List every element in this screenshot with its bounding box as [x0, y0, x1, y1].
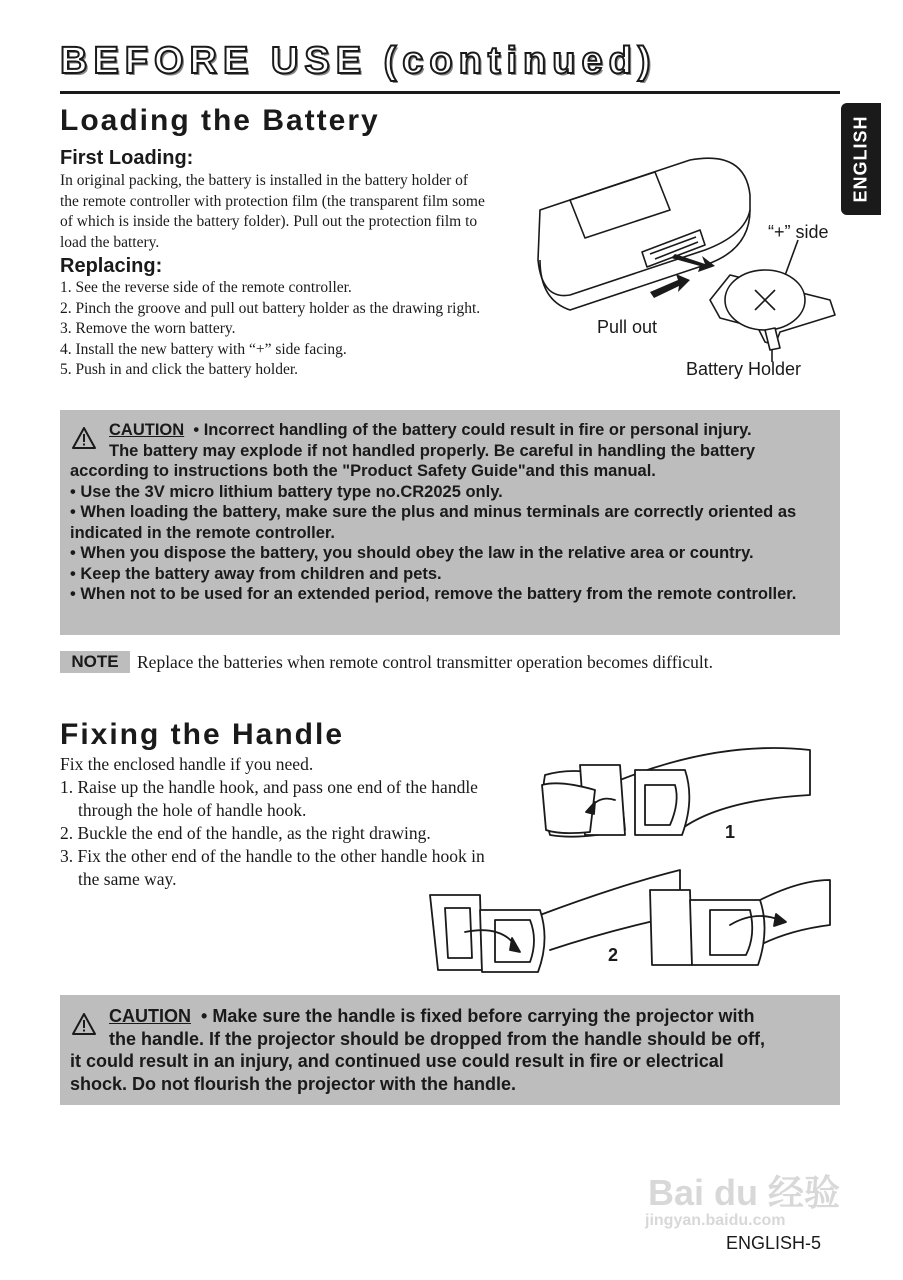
caution-line: • When you dispose the battery, you should obey the law in the relative area or country. — [70, 544, 754, 562]
list-item: 2. Pinch the groove and pull out battery holder as the drawing right. — [60, 299, 481, 317]
battery-holder-label: Battery Holder — [686, 359, 802, 379]
caution-line: it could result in an injury, and continued use could result in fire or electrical — [70, 1051, 724, 1071]
handle-illustration — [420, 740, 840, 980]
language-tab — [841, 103, 881, 215]
page-number: ENGLISH-5 — [726, 1233, 822, 1253]
caution-line: • Use the 3V micro lithium battery type no.CR2025 only. — [70, 482, 503, 501]
list-item: 3. Fix the other end of the handle to the other handle hook in the same way. — [60, 846, 485, 889]
list-item: 2. Buckle the end of the handle, as the right drawing. — [60, 823, 431, 843]
note-badge: NOTE — [60, 651, 130, 673]
caution-line: according to instructions both the "Product Safety Guide"and this manual. — [70, 462, 656, 480]
watermark-url: jingyan.baidu.com — [645, 1212, 786, 1229]
replacing-heading: Replacing: — [60, 255, 163, 277]
caution-first-line — [70, 1005, 840, 1028]
caution-label: CAUTION — [109, 421, 185, 439]
battery-section-heading: Loading the Battery — [60, 104, 380, 137]
battery-caution-box — [60, 410, 840, 635]
note-text: Replace the batteries when remote control transmitter operation becomes difficult. — [137, 652, 713, 672]
watermark-logo: Bai du 经验 — [648, 1172, 841, 1213]
figure-label-1: 1 — [725, 822, 736, 842]
text-line: the remote controller with protection film (the transparent film some — [60, 192, 485, 210]
caution-line: indicated in the remote controller. — [70, 523, 335, 542]
title-divider — [60, 91, 840, 94]
caution-line: The battery may explode if not handled properly. Be careful in handling the battery — [109, 441, 756, 460]
battery-illustration — [530, 150, 840, 385]
pull-out-label: Pull out — [597, 317, 658, 337]
warning-icon — [71, 1012, 97, 1036]
list-item: 4. Install the new battery with “+” side facing. — [60, 340, 347, 358]
list-item: 1. See the reverse side of the remote controller. — [60, 279, 352, 296]
warning-icon — [71, 426, 97, 450]
language-tab-label: ENGLISH — [850, 115, 871, 203]
list-item: 1. Raise up the handle hook, and pass one end of the handle through the hole of handle hook. — [60, 777, 478, 820]
first-loading-heading: First Loading: — [60, 147, 194, 169]
caution-first-line — [70, 420, 840, 441]
caution-text: • Incorrect handling of the battery could result in fire or personal injury. — [193, 421, 752, 439]
caution-text: • Make sure the handle is fixed before carrying the projector with — [201, 1006, 755, 1026]
list-item: 5. Push in and click the battery holder. — [60, 361, 299, 378]
caution-line: • When not to be used for an extended period, remove the battery from the remote controller. — [70, 585, 797, 603]
first-loading-text — [60, 171, 485, 253]
caution-line: shock. Do not flourish the projector with the handle. — [70, 1073, 517, 1094]
replacing-steps — [60, 278, 480, 381]
plus-side-label: “+” side — [768, 222, 829, 242]
caution-line: • Keep the battery away from children and pets. — [70, 564, 442, 583]
list-item: 3. Remove the worn battery. — [60, 320, 236, 337]
caution-line: • When loading the battery, make sure the plus and minus terminals are correctly oriented as — [70, 503, 797, 521]
figure-label-2: 2 — [608, 945, 619, 965]
caution-line: the handle. If the projector should be dropped from the handle should be off, — [109, 1028, 766, 1049]
handle-section-heading: Fixing the Handle — [60, 718, 345, 751]
text-line: load the battery. — [60, 233, 160, 251]
caution-label: CAUTION — [109, 1006, 191, 1026]
text-line: of which is inside the battery folder). Pull out the protection film to — [60, 213, 478, 230]
handle-intro: Fix the enclosed handle if you need. — [60, 754, 314, 774]
text-line: In original packing, the battery is installed in the battery holder of — [60, 172, 469, 189]
handle-caution-box — [60, 995, 840, 1105]
page-title: BEFORE USE (continued) — [60, 40, 657, 82]
